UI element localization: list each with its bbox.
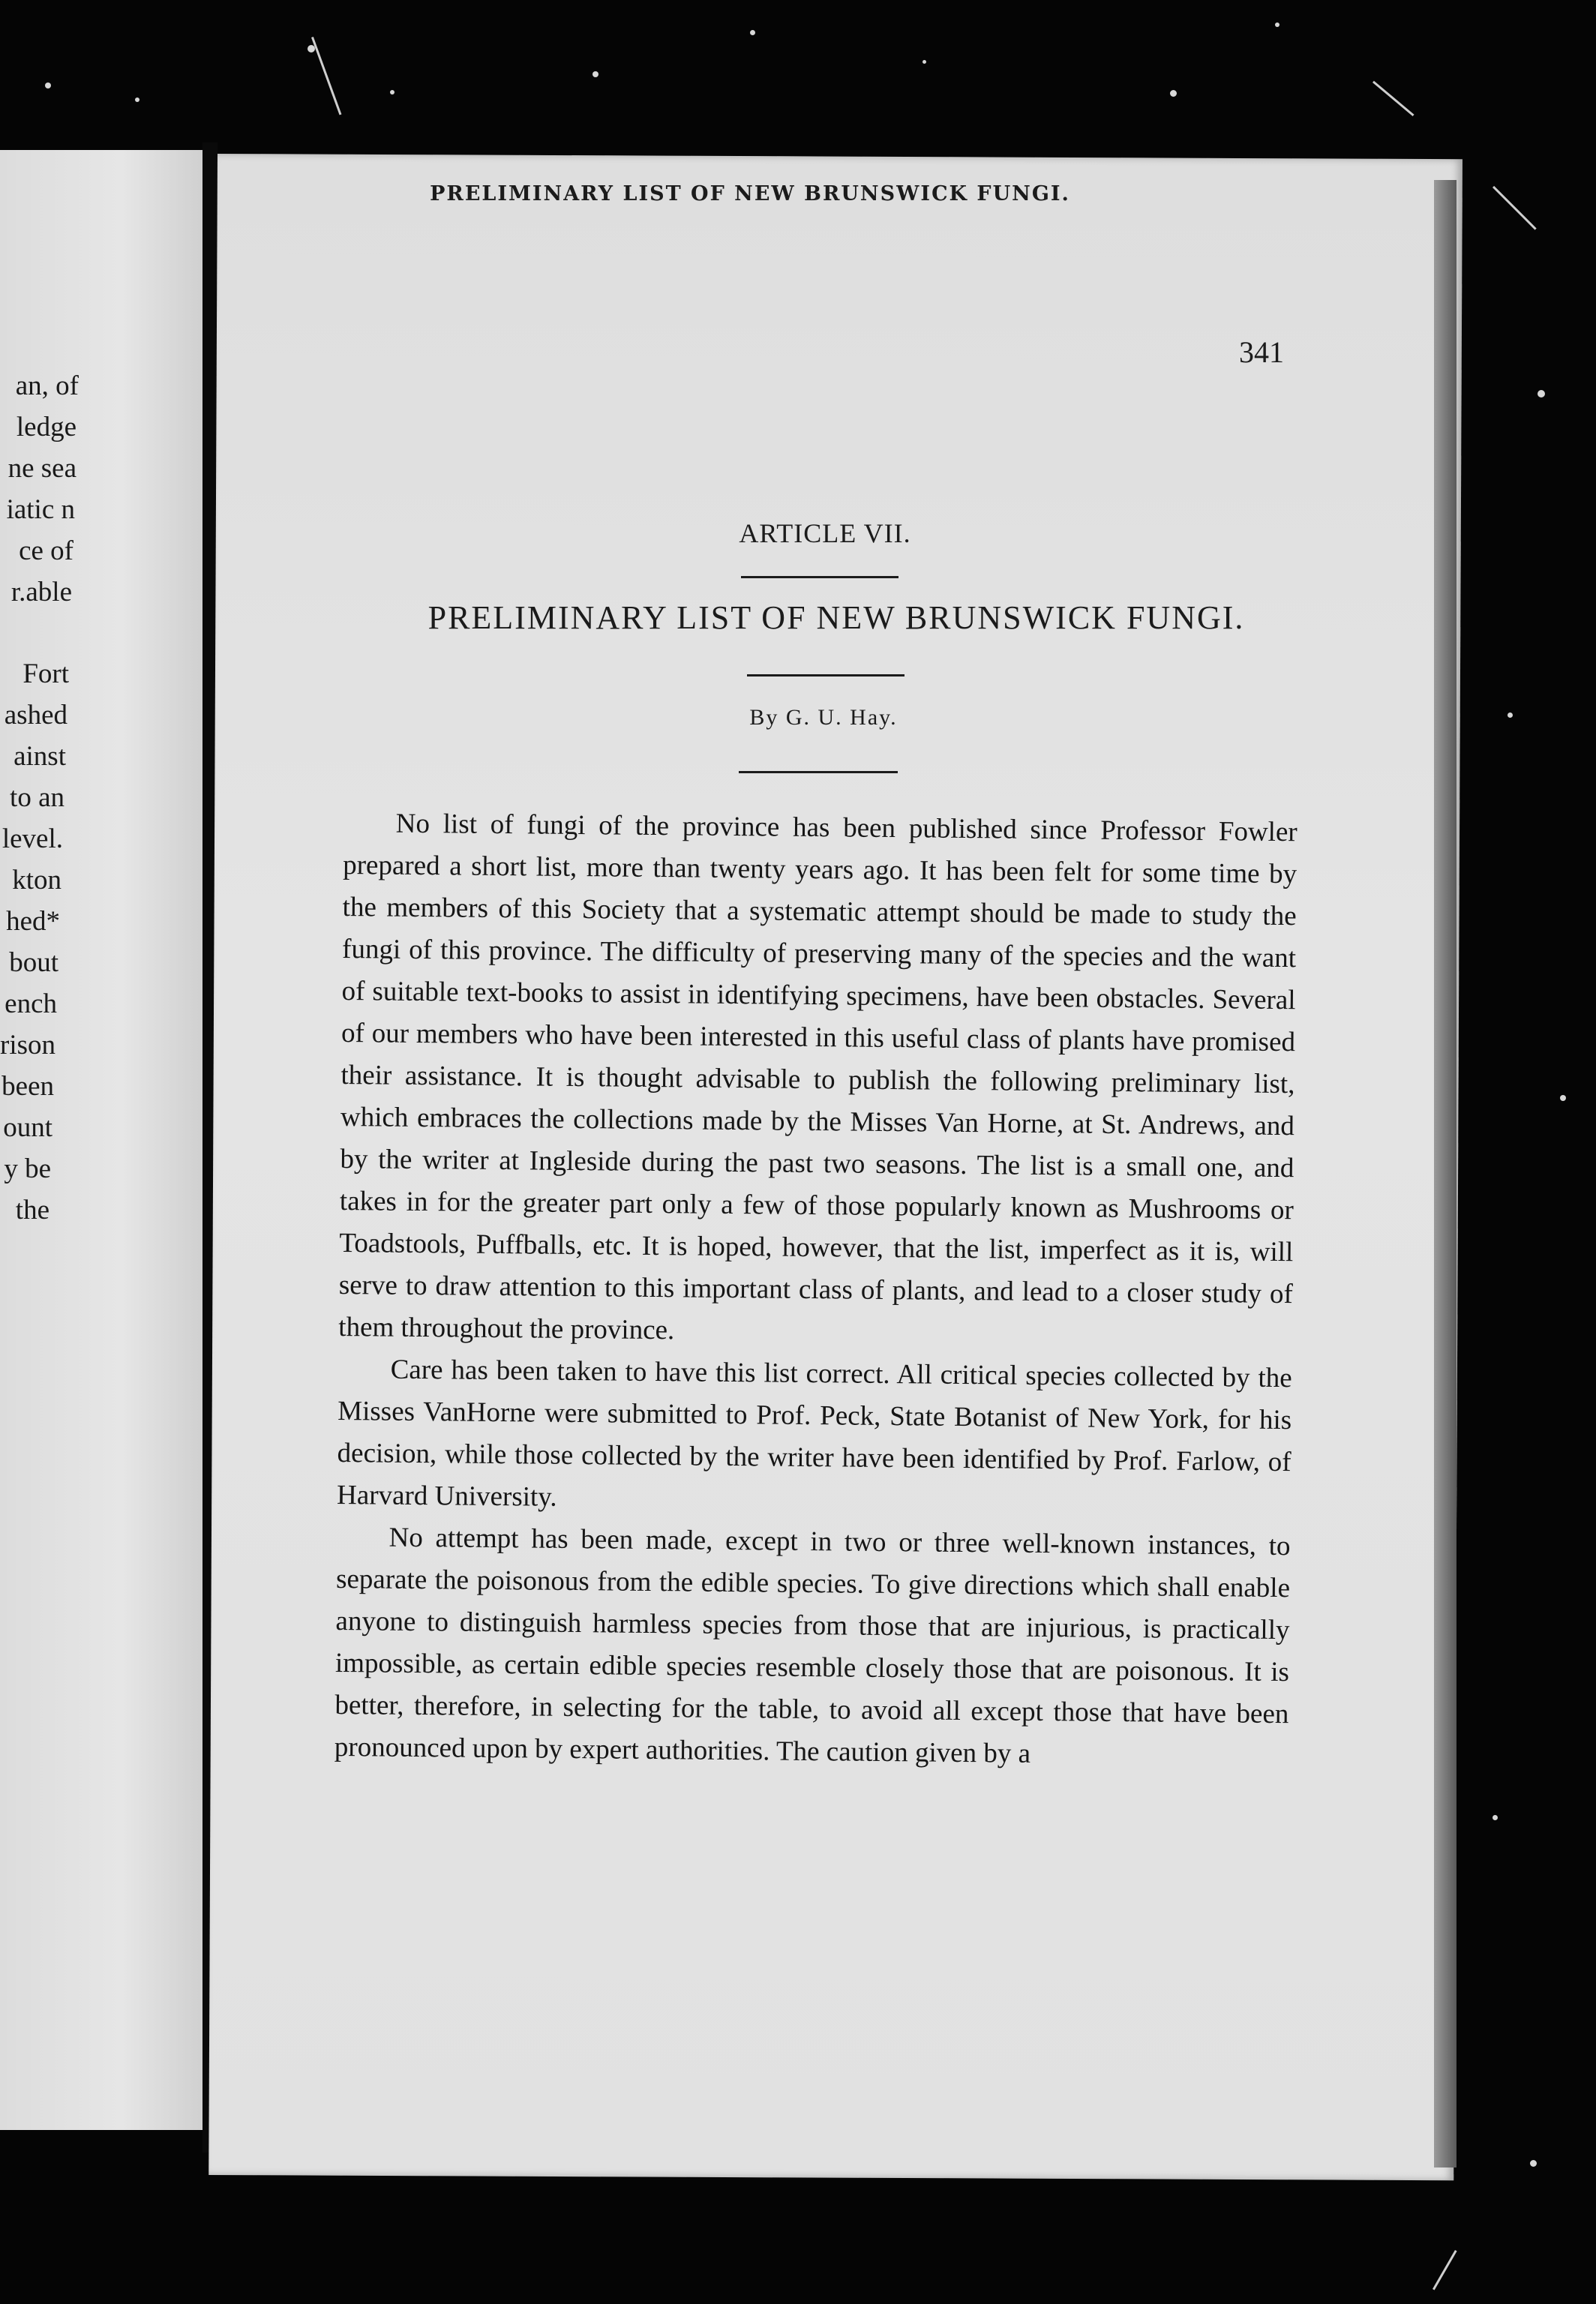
film-speck <box>750 30 755 35</box>
left-page-fragment: ount <box>3 1112 52 1143</box>
film-speck <box>1275 22 1280 27</box>
body-paragraph: No attempt has been made, except in two or three well-known instances, to separate the poisonous from the edible species. To give directions which shall enable anyone to distinguish harmless species from those that are injurious, is practically impossible, as certain edible species resemble closely those that are poisonous. It is better, therefore, in selecting for the table, to avoid all except those that have been pronounced upon by expert authorities. The caution given by a <box>334 1522 1291 1769</box>
left-page-fragment: bout <box>9 947 58 978</box>
left-page-fragment: kton <box>12 865 62 896</box>
film-speck <box>1560 1095 1566 1101</box>
page-edge <box>1434 180 1456 2168</box>
film-speck <box>592 71 598 77</box>
film-speck <box>390 90 394 94</box>
film-scratch <box>1432 2250 1457 2290</box>
left-facing-page <box>0 150 202 2130</box>
left-page-fragment: rison <box>0 1030 56 1060</box>
film-speck <box>1538 390 1545 398</box>
title-rule-top <box>741 576 898 578</box>
left-page-fragment: to an <box>10 782 64 813</box>
left-page-fragment: ashed <box>4 700 68 730</box>
left-page-fragment: y be <box>4 1154 51 1184</box>
film-speck <box>1170 90 1177 97</box>
left-page-fragment: r.able <box>10 577 72 608</box>
left-page-fragment: ne sea <box>8 453 76 484</box>
left-page-fragment: hed* <box>6 906 60 937</box>
article-title: PRELIMINARY LIST OF NEW BRUNSWICK FUNGI. <box>428 599 1245 636</box>
byline: By G. U. Hay. <box>749 705 898 730</box>
left-page-fragment: ainst <box>14 741 66 772</box>
left-page-fragment: ench <box>4 988 57 1019</box>
title-rule-bottom <box>739 771 898 773</box>
left-page-fragment: been <box>2 1071 54 1102</box>
page-number: 341 <box>1239 335 1284 369</box>
left-page-fragment: ledge <box>16 412 76 442</box>
left-page-fragment: level. <box>2 824 63 854</box>
film-speck <box>1530 2160 1537 2167</box>
left-page-fragment: ce of <box>19 536 74 566</box>
film-scratch <box>1372 81 1414 116</box>
film-scratch <box>311 37 341 115</box>
left-page-fragment: an, of <box>15 370 79 401</box>
running-head: PRELIMINARY LIST OF NEW BRUNSWICK FUNGI. <box>430 182 1070 206</box>
film-speck <box>135 98 140 102</box>
body-paragraph: Care has been taken to have this list correct. All critical species collected by the Misses VanHorne were submitted to Prof. Peck, State Botanist of New York, for his decision, while those collected by the writer have been identified by Prof. Farlow, of Harvard University. <box>336 1354 1292 1513</box>
article-body <box>334 802 1298 1778</box>
film-speck <box>45 82 51 88</box>
article-label: ARTICLE VII. <box>739 518 911 548</box>
film-scratch <box>1492 186 1537 230</box>
film-speck <box>1508 712 1513 718</box>
left-page-fragment: Fort <box>22 658 69 689</box>
film-speck <box>922 60 926 64</box>
film-speck <box>1492 1815 1498 1820</box>
left-page-fragment: the <box>15 1195 50 1226</box>
left-page-fragment: iatic n <box>6 494 75 525</box>
title-rule-middle <box>747 674 904 676</box>
body-paragraph: No list of fungi of the province has been published since Professor Fowler prepared a short list, more than twenty years ago. It has been felt for some time by the members of this Society that a systematic attempt should be made to study the fungi of this province. The difficulty of preserving many of the species and the want of suitable text-books to assist in identifying specimens, have been obstacles. Several of our members who have been interested in this useful class of plants have promised their assistance. It is thought advisable to publish the following preliminary list, which embraces the collections made by the Misses Van Horne, at St. Andrews, and by the writer at Ingleside during the past two seasons. The list is a small one, and takes in for the greater part only a few of those popularly known as Mushrooms or Toadstools, Puffballs, etc. It is hoped, however, that the list, imperfect as it is, will serve to draw attention to this important class of plants, and lead to a closer study of them throughout the province. <box>338 808 1298 1346</box>
